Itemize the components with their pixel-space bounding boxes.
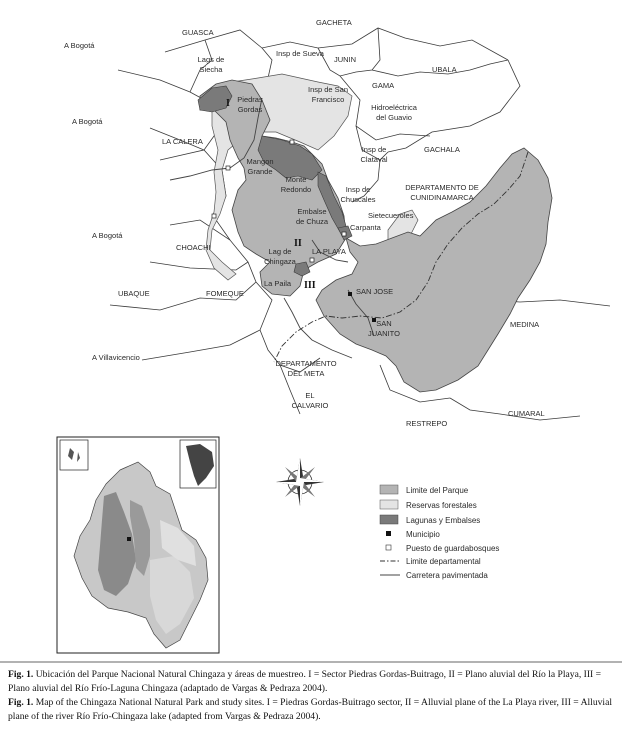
label-insp-clataval-line1: Insp de (361, 145, 387, 154)
label-depto-cundinamarca-line2: CUNIDINAMARCA (410, 193, 474, 202)
label-el-calvario-line2: CALVARIO (291, 401, 329, 410)
label-embalse-chuza-line1: Embalse (297, 207, 327, 216)
label-insp-chuscales-line2: Chuscales (340, 195, 376, 204)
inset-study-area-marker (127, 537, 131, 541)
colombia-relief-map-icon (57, 437, 219, 653)
legend-ranger-post-symbol (386, 545, 391, 550)
label-el-calvario-line1: EL (305, 391, 315, 400)
legend-label-municipio: Municipio (406, 530, 440, 539)
label-depto-cundinamarca-line1: DEPARTAMENTO DE (405, 183, 479, 192)
legend-label-park: Limite del Parque (406, 486, 469, 495)
label-mangon-grande-line1: Mangon (246, 157, 274, 166)
label-sietecueroles: Sietecueroles (368, 211, 414, 220)
legend-forest-swatch (380, 500, 398, 509)
label-ubaque: UBAQUE (118, 289, 150, 298)
legend-label-road: Carretera pavimentada (406, 571, 488, 580)
label-gachala: GACHALA (424, 145, 460, 154)
compass-rose-icon (276, 458, 324, 506)
label-la-paila: La Paila (264, 279, 292, 288)
caption-es-label: Fig. 1. (8, 669, 34, 680)
label-sector-iii: III (304, 280, 316, 291)
caption-spanish (8, 668, 614, 696)
label-insp-chuscales-line1: Insp de (345, 185, 371, 194)
legend-lakes-swatch (380, 515, 398, 524)
label-a-villavicencio: A Villavicencio (92, 353, 140, 362)
label-choachi: CHOACHI (176, 243, 211, 252)
caption-en-text: Map of the Chingaza National Natural Park and study sites. I = Piedras Gordas-Buitrago sector, II = Alluvial plane of the La Playa river, III = Alluvial plane of the river Río Frío-Chingaza lake (adapted from Vargas & Pedraza 2004). (8, 697, 613, 722)
label-insp-clataval-line2: Clataval (360, 155, 388, 164)
label-insp-san-francisco-line2: Francisco (311, 95, 345, 104)
legend-label-forest: Reservas forestales (406, 501, 477, 510)
label-a-bogota-2: A Bogotá (72, 117, 103, 126)
label-lag-chingaza-line2: Chingaza (264, 257, 296, 266)
label-san-juanito-line1: SAN (376, 319, 392, 328)
label-piedras-gordas-line2: Gordas (237, 105, 263, 114)
label-hidroelectrica-line2: del Guavio (376, 113, 412, 122)
label-depto-meta-line1: DEPARTAMENTO (275, 359, 337, 368)
label-a-bogota-3: A Bogotá (92, 231, 123, 240)
label-la-playa: LA PLAYA (312, 247, 346, 256)
label-carpanta: Carpanta (350, 223, 381, 232)
label-insp-de-sueva: Insp de Sueva (276, 49, 324, 58)
label-lags-de-siecha-line2: Siecha (199, 65, 223, 74)
legend-label-ranger-post: Puesto de guardabosques (406, 544, 500, 553)
legend-park-swatch (380, 485, 398, 494)
label-ubala: UBALA (432, 65, 457, 74)
label-sector-ii: II (294, 238, 302, 249)
label-junin: JUNIN (334, 55, 357, 64)
label-guasca: GUASCA (182, 28, 214, 37)
label-la-calera: LA CALERA (162, 137, 203, 146)
label-insp-san-francisco-line1: Insp de San (307, 85, 349, 94)
legend-label-dept-boundary: Limite departamental (406, 557, 481, 566)
legend-municipio-symbol (386, 531, 391, 536)
label-lags-de-siecha-line1: Lags de (197, 55, 225, 64)
park-area (200, 80, 552, 392)
legend (380, 485, 499, 580)
caption-english (8, 696, 614, 724)
label-monte-redondo-line1: Monte (285, 175, 307, 184)
label-a-bogota-1: A Bogotá (64, 41, 95, 50)
caption-en-label: Fig. 1. (8, 697, 34, 708)
label-fomeque: FOMEQUE (206, 289, 244, 298)
label-medina: MEDINA (510, 320, 540, 329)
label-cumaral: CUMARAL (508, 409, 545, 418)
label-gama: GAMA (372, 81, 395, 90)
label-gacheta: GACHETA (316, 18, 352, 27)
label-monte-redondo-line2: Redondo (280, 185, 312, 194)
figure-caption (8, 668, 614, 724)
label-restrepo: RESTREPO (406, 419, 448, 428)
label-mangon-grande-line2: Grande (247, 167, 273, 176)
label-hidroelectrica-line1: Hidroeléctrica (371, 103, 417, 112)
label-san-juanito-line2: JUANITO (368, 329, 400, 338)
label-lag-chingaza-line1: Lag de (268, 247, 292, 256)
label-depto-meta-line2: DEL META (287, 369, 325, 378)
caption-es-text: Ubicación del Parque Nacional Natural Chingaza y áreas de muestreo. I = Sector Piedras Gordas-Buitrago, II = Plano aluvial del Río la Playa, III = Plano aluvial del Río Frío-Laguna Chingaza (adaptado de Vargas & Pedraza 2004). (8, 669, 602, 694)
label-sector-i: I (226, 98, 230, 109)
label-piedras-gordas-line1: Piedras (237, 95, 263, 104)
label-embalse-chuza-line2: de Chuza (295, 217, 329, 226)
legend-label-lakes: Lagunas y Embalses (406, 516, 481, 525)
label-san-jose: SAN JOSE (356, 287, 394, 296)
